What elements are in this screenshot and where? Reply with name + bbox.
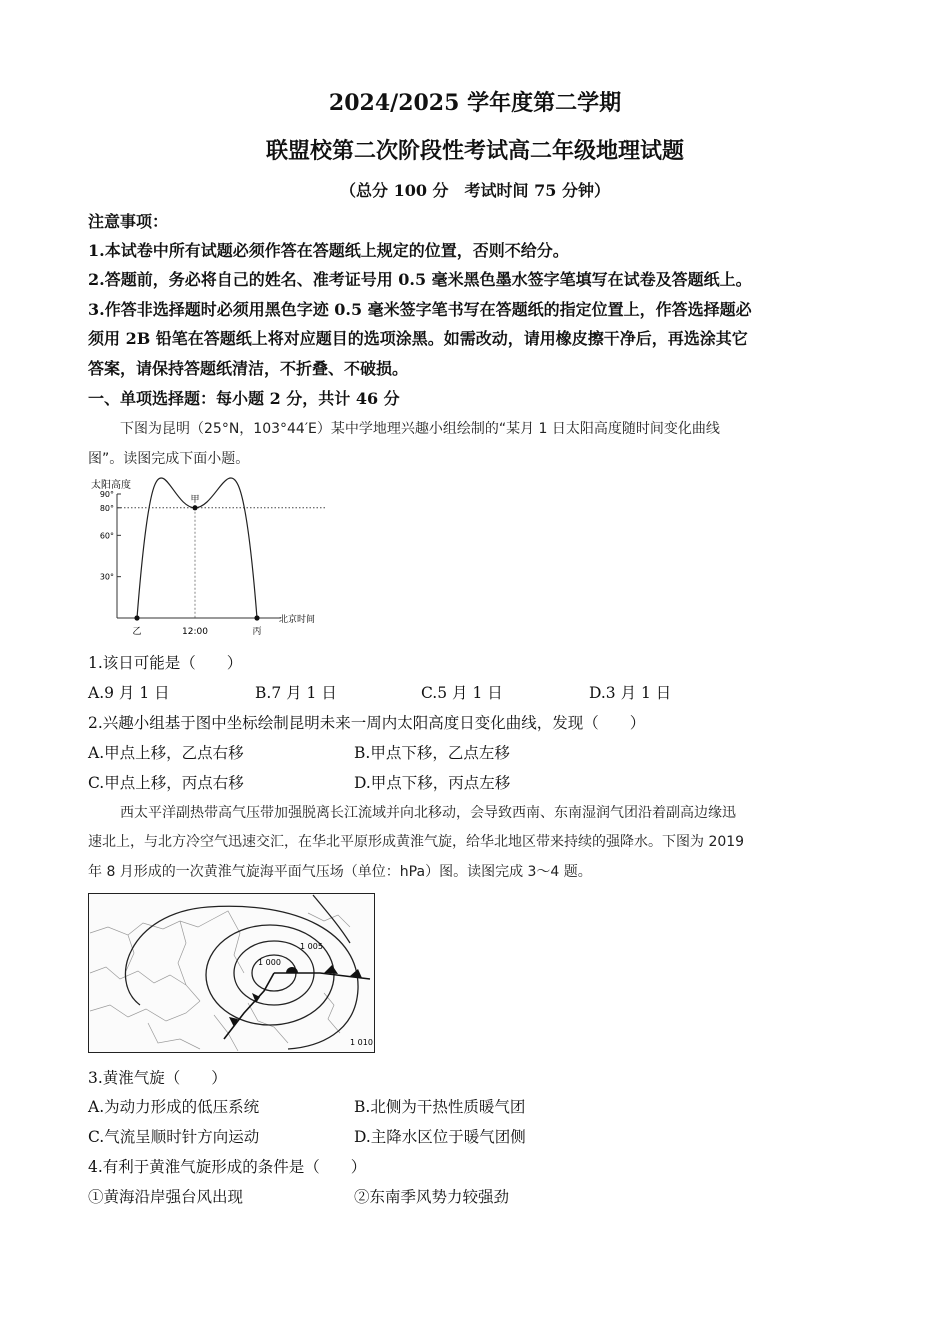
exam-subtitle: （总分 100 分 考试时间 75 分钟）: [340, 181, 610, 200]
q1-stem: 1.该日可能是（ ）: [88, 654, 243, 672]
q3-stem: 3.黄淮气旋（ ）: [88, 1069, 227, 1087]
chart-point-bing: [254, 615, 259, 620]
notice-heading: 注意事项：: [88, 212, 169, 231]
notice-item-2: 2.答题前，务必将自己的姓名、准考证号用 0.5 毫米黑色墨水签字笔填写在试卷及答题纸上。: [88, 270, 752, 289]
section1-heading: 一、单项选择题：每小题 2 分，共计 46 分: [88, 389, 400, 408]
chart-y-axis-label: 太阳高度: [91, 480, 131, 491]
q3-option-b: B.北侧为干热性质暖气团: [354, 1098, 526, 1116]
intro1-line2: 图”。读图完成下面小题。: [88, 451, 250, 467]
q2-option-d: D.甲点下移，丙点左移: [354, 774, 511, 792]
q2-option-a: A.甲点上移，乙点右移: [88, 744, 244, 762]
q2-stem: 2.兴趣小组基于图中坐标绘制昆明未来一周内太阳高度日变化曲线，发现（ ）: [88, 714, 646, 732]
q4-stem: 4.有利于黄淮气旋形成的条件是（ ）: [88, 1158, 367, 1176]
map-label-1000: 1 000: [258, 958, 281, 967]
q4-option-2: ②东南季风势力较强劲: [354, 1188, 510, 1206]
q2-option-b: B.甲点下移，乙点左移: [354, 744, 510, 762]
chart-label-yi: 乙: [132, 627, 142, 637]
notice-item-3-line3: 答案，请保持答题纸清洁，不折叠、不破损。: [88, 359, 409, 378]
intro2-line3: 年 8 月形成的一次黄淮气旋海平面气压场（单位：hPa）图。读图完成 3～4 题。: [88, 864, 592, 880]
notice-item-3-line1: 3.作答非选择题时必须用黑色字迹 0.5 毫米签字笔书写在答题纸的指定位置上，作答选择题必: [88, 300, 752, 319]
map-label-1005: 1 005: [300, 942, 323, 951]
chart-label-jia: 甲: [190, 494, 200, 505]
q1-option-b: B.7 月 1 日: [255, 684, 337, 702]
q1-option-c: C.5 月 1 日: [421, 684, 503, 702]
exam-title-line1: 2024/2025 学年度第二学期: [328, 90, 622, 116]
q4-option-1: ①黄海沿岸强台风出现: [88, 1188, 244, 1206]
exam-title-line2: 联盟校第二次阶段性考试高二年级地理试题: [265, 138, 684, 164]
chart-point-yi: [134, 615, 139, 620]
chart-x-tick-noon: 12:00: [182, 627, 208, 637]
intro2-line2: 速北上，与北方冷空气迅速交汇，在华北平原形成黄淮气旋，给华北地区带来持续的强降水。下图为 2019: [88, 834, 745, 850]
q1-option-a: A.9 月 1 日: [88, 684, 170, 702]
q3-option-d: D.主降水区位于暖气团侧: [354, 1128, 526, 1146]
sun-altitude-chart: [85, 476, 335, 641]
q2-option-c: C.甲点上移，丙点右移: [88, 774, 244, 792]
chart-label-bing: 丙: [252, 627, 262, 637]
chart-y-tick-label: 30°: [99, 572, 114, 582]
chart-y-tick-label: 60°: [99, 531, 114, 541]
chart-y-tick-label: 90°: [99, 490, 114, 499]
intro2-line1: 西太平洋副热带高气压带加强脱离长江流域并向北移动，会导致西南、东南湿润气团沿着副高边缘迅: [120, 805, 736, 821]
notice-item-3-line2: 须用 2B 铅笔在答题纸上将对应题目的选项涂黑。如需改动，请用橡皮擦干净后，再选涂其它: [88, 329, 748, 348]
q1-option-d: D.3 月 1 日: [589, 684, 672, 702]
notice-item-1: 1.本试卷中所有试题必须作答在答题纸上规定的位置，否则不给分。: [88, 241, 569, 260]
intro1-line1: 下图为昆明（25°N，103°44′E）某中学地理兴趣小组绘制的“某月 1 日太阳高度随时间变化曲线: [120, 421, 720, 437]
map-label-1010: 1 010: [350, 1038, 373, 1047]
q3-option-a: A.为动力形成的低压系统: [88, 1098, 260, 1116]
q3-option-c: C.气流呈顺时针方向运动: [88, 1128, 260, 1146]
pressure-field-map: [88, 893, 375, 1053]
chart-x-axis-label: 北京时间: [279, 615, 316, 625]
chart-y-ticks: [100, 490, 121, 582]
chart-point-jia: [192, 505, 197, 510]
chart-y-tick-label: 80°: [99, 503, 114, 513]
